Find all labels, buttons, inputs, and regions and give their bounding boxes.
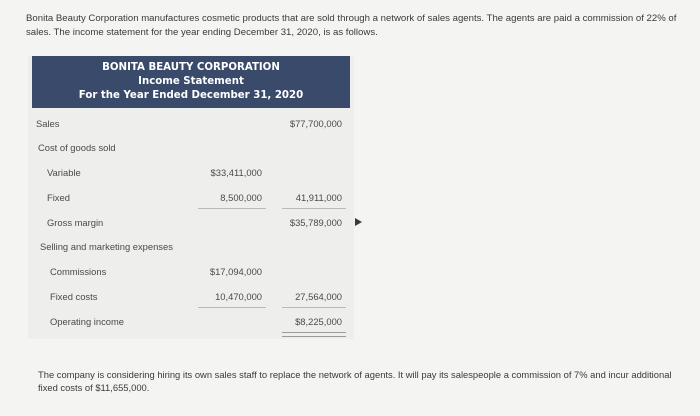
fixed-costs-row <box>28 291 354 305</box>
gross-margin-total: $35,789,000 <box>289 217 342 228</box>
commissions-amount: $17,094,000 <box>209 266 262 277</box>
operating-income-row <box>28 316 354 330</box>
fixed-costs-label: Fixed costs <box>50 291 98 302</box>
operating-income-label: Operating income <box>50 316 124 327</box>
cogs-total: 41,911,000 <box>295 192 342 203</box>
statement-title: Income Statement <box>138 76 244 87</box>
sales-label: Sales <box>36 118 60 129</box>
problem-outro-text: The company is considering hiring its own sales staff to replace the network of agents. It will pay its salespeople a commission of 7% and incur additional fixed costs of $11,655,000. <box>38 369 672 393</box>
company-name: BONITA BEAUTY CORPORATION <box>102 62 280 73</box>
selling-subtotal-rule <box>198 307 266 308</box>
mouse-cursor-icon <box>355 218 362 226</box>
gross-margin-row <box>28 217 354 231</box>
cogs-fixed-row <box>28 192 354 206</box>
commissions-row <box>28 266 354 280</box>
cogs-total-rule <box>282 208 346 209</box>
operating-income-total: $8,225,000 <box>295 316 342 327</box>
selling-label: Selling and marketing expenses <box>40 241 173 252</box>
commissions-label: Commissions <box>50 266 107 277</box>
cogs-variable-amount: $33,411,000 <box>210 167 262 178</box>
selling-heading-row <box>28 241 354 255</box>
cogs-heading-row <box>28 142 354 156</box>
sales-row <box>28 118 354 132</box>
income-statement-table <box>28 56 354 339</box>
sales-total: $77,700,000 <box>289 118 342 129</box>
fixed-costs-amount: 10,470,000 <box>215 291 262 302</box>
gross-margin-label: Gross margin <box>47 217 104 228</box>
cogs-subtotal-rule <box>198 208 266 209</box>
selling-total-rule <box>282 307 346 308</box>
statement-period: For the Year Ended December 31, 2020 <box>78 90 304 101</box>
selling-total: 27,564,000 <box>295 291 342 302</box>
cogs-variable-label: Variable <box>47 167 81 178</box>
operating-income-double-rule <box>282 332 346 337</box>
cogs-variable-row <box>28 167 354 181</box>
statement-header <box>32 56 350 108</box>
cogs-fixed-amount: 8,500,000 <box>220 192 262 203</box>
cogs-label: Cost of goods sold <box>38 142 116 153</box>
problem-intro-text: Bonita Beauty Corporation manufactures cosmetic products that are sold through a network of sales agents. The agents are paid a commission of 22% of sales. The income statement for the year ending December 31, 2020, is as follows. <box>26 13 677 38</box>
cogs-fixed-label: Fixed <box>47 192 70 203</box>
